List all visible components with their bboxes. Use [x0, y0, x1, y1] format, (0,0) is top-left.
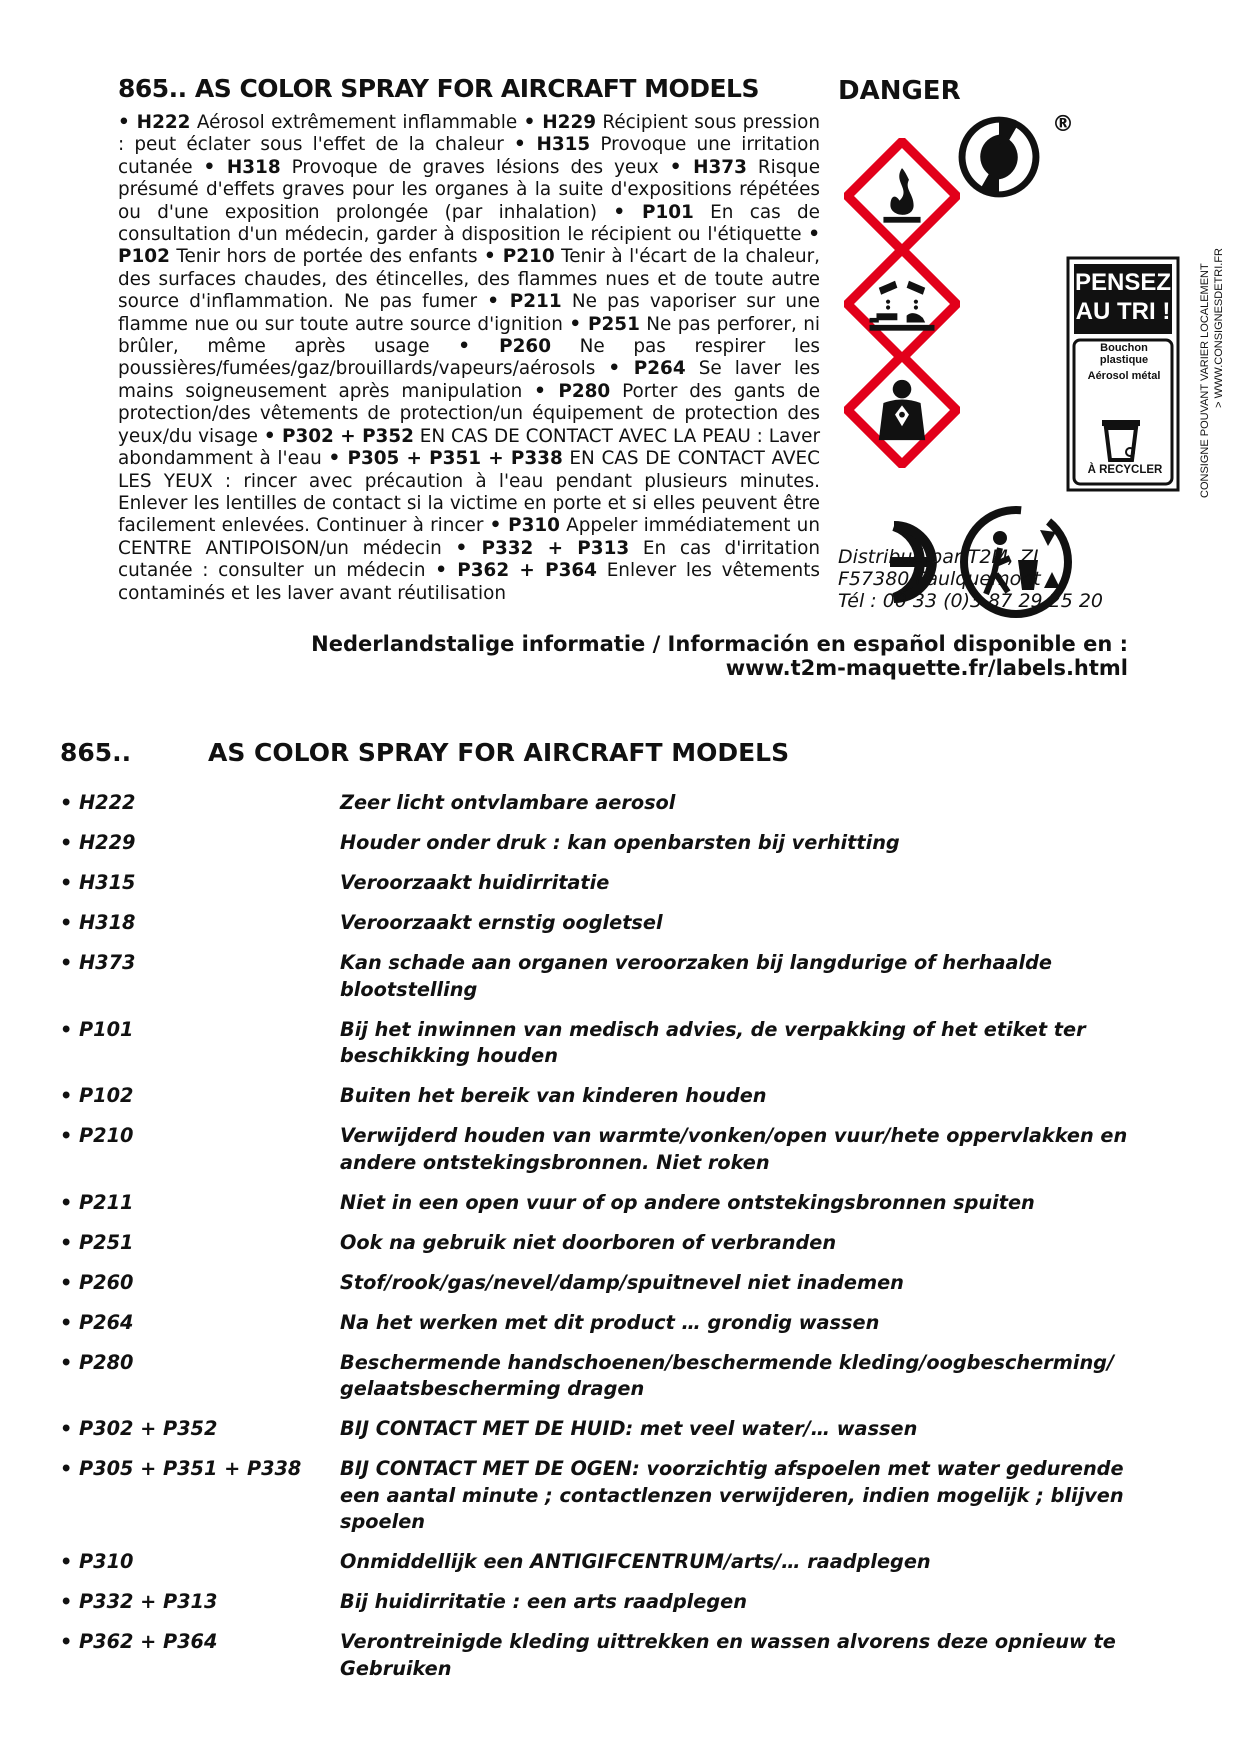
statement-text: Ook na gebruik niet doorboren of verbranden	[340, 1230, 837, 1254]
statement-text: Bij huidirritatie : een arts raadplegen	[340, 1590, 747, 1613]
statement-row	[60, 1123, 1170, 1176]
green-dot-icon	[956, 114, 1042, 200]
language-info-url: www.t2m-maquette.fr/labels.html	[725, 656, 1128, 680]
language-info	[311, 632, 1128, 680]
hazard-text: En cas de consultation d'un médecin, garder à disposition le récipient ou l'étiquette	[118, 201, 820, 246]
statement-text: Onmiddellijk een ANTIGIFCENTRUM/arts/… raadplegen	[340, 1550, 931, 1573]
hazard-text: Ne pas respirer les poussières/fumées/gaz/brouillards/vapeurs/aérosols	[118, 336, 820, 380]
hazard-text: Appeler immédiatement un CENTRE ANTIPOISON/un médecin	[118, 515, 820, 559]
statement-code: • P362 + P364	[60, 1630, 218, 1653]
hazard-text: Tenir hors de portée des enfants	[169, 246, 484, 268]
hazard-code: • P101	[613, 201, 694, 223]
nl-statement-list	[60, 790, 1170, 1696]
statement-row	[60, 1416, 1170, 1443]
consigne-note	[1198, 248, 1234, 498]
statement-row	[60, 1017, 1170, 1070]
pictogram-panel	[844, 112, 1225, 554]
ghs-health-hazard-icon	[844, 352, 960, 468]
hazard-code: • P210	[484, 246, 555, 268]
hazard-text: Enlever les vêtements contaminés et les laver avant réutilisation	[118, 560, 821, 604]
statement-code: • P101	[60, 1017, 134, 1041]
hazard-text: EN CAS DE CONTACT AVEC LA PEAU : Laver abondamment à l'eau	[118, 425, 821, 470]
label-title: 865.. AS COLOR SPRAY FOR AIRCRAFT MODELS	[118, 74, 759, 103]
hazard-code: • H373	[669, 156, 747, 178]
hazard-text: Porter des gants de protection/des vêtements de protection/un équipement de protection des yeux/du visage	[118, 380, 821, 447]
ghs-flame-icon	[844, 138, 960, 254]
hazard-text: Se laver les mains soigneusement après manipulation	[118, 358, 820, 402]
statement-code: • H318	[60, 911, 136, 934]
hazard-code: • H315	[513, 134, 591, 156]
label-hazard-text	[118, 112, 820, 605]
statement-text: Houder onder druk : kan openbarsten bij verhitting	[340, 831, 900, 854]
hazard-code: • H318	[203, 156, 281, 178]
statement-code: • H373	[60, 951, 136, 974]
consigne-line1: CONSIGNE POUVANT VARIER LOCALEMENT	[1199, 263, 1211, 498]
ghs-corrosion-icon	[844, 246, 960, 362]
statement-text: Beschermende handschoenen/beschermende kleding/oogbescherming/ gelaatsbescherming dragen	[340, 1350, 1115, 1400]
hazard-code: • P102	[118, 224, 820, 268]
statement-text: BIJ CONTACT MET DE HUID: met veel water/… wassen	[340, 1417, 918, 1440]
statement-row	[60, 790, 1170, 817]
hazard-code: • P251	[569, 313, 640, 335]
statement-row	[60, 910, 1170, 937]
statement-text: Kan schade aan organen veroorzaken bij langdurige of herhaalde blootstelling	[340, 951, 1052, 1001]
triman-cap-label: Bouchon plastique	[1099, 342, 1149, 366]
statement-text: Zeer licht ontvlambare aerosol	[340, 791, 676, 814]
hazard-text: Récipient sous pression : peut éclater sous l'effet de la chaleur	[118, 112, 821, 156]
danger-signal-word: DANGER	[838, 76, 961, 106]
hazard-code: • P310	[489, 515, 560, 537]
nl-heading	[60, 738, 789, 767]
hazard-code: • P302 + P352	[263, 425, 414, 447]
statement-row	[60, 1589, 1170, 1616]
hazard-text: Provoque une irritation cutanée	[118, 134, 821, 178]
statement-code: • P251	[60, 1230, 134, 1254]
statement-text: Verontreinigde kleding uittrekken en wassen alvorens deze opnieuw te Gebruiken	[340, 1630, 1116, 1680]
hazard-text: Tenir à l'écart de la chaleur, des surfaces chaudes, des étincelles, des flammes nues et de toute autre source d'inflammation. Ne pas fumer	[118, 246, 821, 313]
product-label	[118, 74, 1225, 680]
hazard-code: • P211	[487, 291, 562, 313]
hazard-text: Risque présumé d'effets graves pour les organes à la suite d'expositions répétées ou d'une exposition prolongée (par inhalation)	[118, 156, 821, 223]
statement-code: • P332 + P313	[60, 1590, 218, 1613]
triman-can-label: Aérosol métal	[1087, 370, 1161, 382]
statement-row	[60, 830, 1170, 857]
hazard-text: Ne pas vaporiser sur une flamme nue ou sur toute autre source d'ignition	[118, 291, 820, 335]
hazard-code: • P362 + P364	[435, 560, 597, 582]
statement-row	[60, 1549, 1170, 1576]
hazard-code: • P280	[534, 380, 611, 402]
hazard-code: • H229	[523, 112, 597, 133]
statement-code: • P264	[60, 1310, 134, 1334]
statement-text: Stof/rook/gas/nevel/damp/spuitnevel niet inademen	[340, 1270, 904, 1294]
statement-code: • H222	[60, 791, 136, 814]
statement-text: BIJ CONTACT MET DE OGEN: voorzichtig afspoelen met water gedurende een aantal minute ; contactlenzen verwijderen, indien mogelijk ; blijven spoelen	[340, 1457, 1124, 1533]
statement-text: Niet in een open vuur of op andere ontstekingsbronnen spuiten	[340, 1190, 1035, 1214]
statement-row	[60, 1456, 1170, 1536]
hazard-text: Ne pas perforer, ni brûler, même après usage	[118, 313, 820, 358]
hazard-text: Provoque de graves lésions des yeux	[280, 156, 670, 178]
statement-code: • P211	[60, 1190, 134, 1214]
triman-line1: PENSEZ	[1074, 269, 1172, 296]
language-info-line: Nederlandstalige informatie / Información en español disponible en :	[311, 632, 1128, 656]
statement-row	[60, 1350, 1170, 1403]
statement-row	[60, 1083, 1170, 1110]
hazard-code: • P332 + P313	[455, 537, 630, 559]
hazard-text: Aérosol extrêmement inflammable	[190, 112, 524, 133]
statement-code: • P280	[60, 1350, 134, 1374]
hazard-code: • P305 + P351 + P338	[328, 448, 563, 470]
statement-text: Veroorzaakt ernstig oogletsel	[340, 911, 663, 934]
statement-row	[60, 950, 1170, 1003]
statement-text: Na het werken met dit product … grondig wassen	[340, 1310, 880, 1334]
consigne-line2: > WWW.CONSIGNESDETRI.FR	[1213, 248, 1225, 408]
distributor-info	[838, 546, 1103, 612]
statement-row	[60, 1629, 1170, 1682]
statement-code: • H229	[60, 831, 136, 854]
nl-product-title: AS COLOR SPRAY FOR AIRCRAFT MODELS	[208, 738, 790, 767]
statement-row	[60, 870, 1170, 897]
distributor-phone: Tél : 00 33 (0)3 87 29 25 20	[838, 590, 1104, 612]
statement-code: • H315	[60, 871, 136, 894]
triman-headline	[1074, 268, 1172, 326]
hazard-code: • P264	[608, 358, 686, 380]
triman-recycle-label: À RECYCLER	[1087, 464, 1163, 476]
statement-row	[60, 1190, 1170, 1217]
statement-text: Bij het inwinnen van medisch advies, de verpakking of het etiket ter beschikking houden	[340, 1017, 1086, 1067]
statement-text: Buiten het bereik van kinderen houden	[340, 1084, 767, 1107]
statement-code: • P260	[60, 1270, 134, 1294]
statement-row	[60, 1230, 1170, 1257]
nl-product-code: 865..	[60, 738, 132, 767]
statement-row	[60, 1270, 1170, 1297]
statement-text: Verwijderd houden van warmte/vonken/open vuur/hete oppervlakken en andere ontstekingsbronnen. Niet roken	[340, 1124, 1128, 1174]
statement-code: • P310	[60, 1550, 134, 1573]
statement-row	[60, 1310, 1170, 1337]
distributor-line1: Distribué par T2M, ZI	[838, 546, 1039, 568]
distributor-line2: F57380 Faulquemont	[838, 568, 1041, 590]
hazard-code: • H222	[118, 112, 191, 133]
hazard-code: • P260	[458, 336, 551, 358]
statement-text: Veroorzaakt huidirritatie	[340, 871, 610, 894]
statement-code: • P305 + P351 + P338	[60, 1457, 302, 1480]
hazard-text: EN CAS DE CONTACT AVEC LES YEUX : rincer avec précaution à l'eau pendant plusieurs minutes. Enlever les lentilles de contact si la victime en porte et si elles peuvent être facilement enlevées. Continuer à rincer	[118, 448, 820, 537]
statement-code: • P102	[60, 1084, 134, 1107]
hazard-text: En cas d'irritation cutanée : consulter un médecin	[118, 537, 820, 582]
statement-code: • P302 + P352	[60, 1417, 218, 1440]
statement-code: • P210	[60, 1124, 134, 1147]
triman-line2: AU TRI !	[1075, 298, 1171, 325]
registered-mark: ®	[1052, 112, 1074, 137]
